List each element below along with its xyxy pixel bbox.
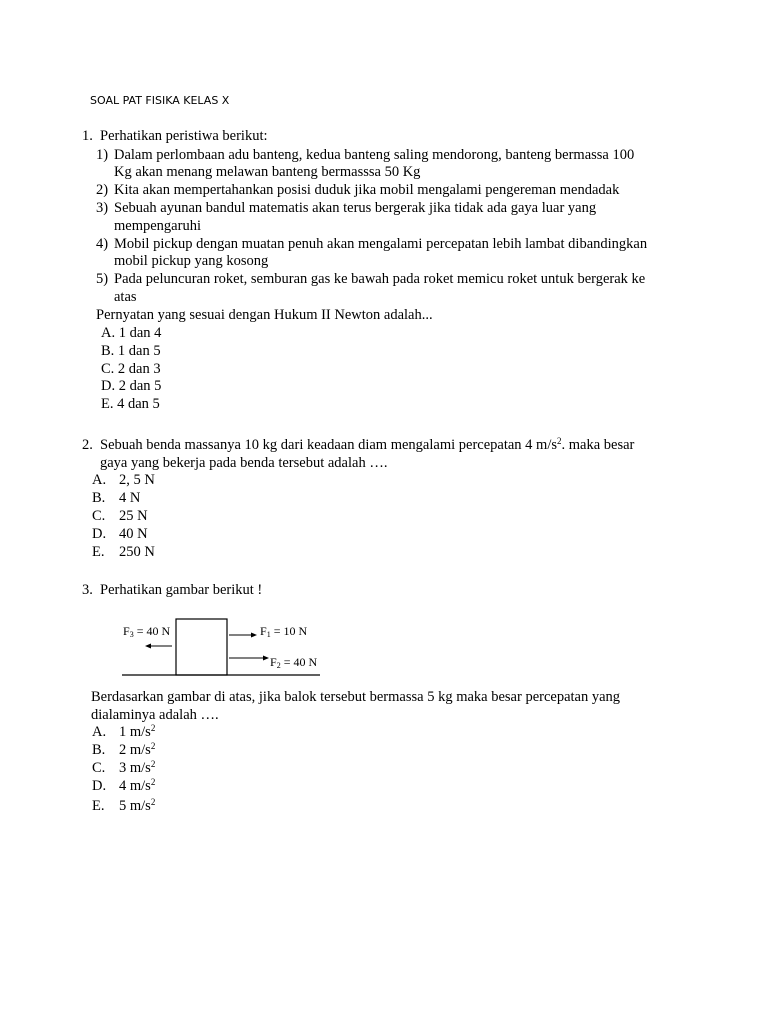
option-letter: C. <box>101 361 115 377</box>
q1-item-number: 2) <box>96 182 109 198</box>
q1-number: 1. <box>82 128 93 144</box>
q1-item-number: 1) <box>96 147 109 163</box>
force-diagram <box>120 615 320 679</box>
f1-symbol: F <box>260 624 267 638</box>
option-text: 250 N <box>119 544 155 560</box>
block <box>176 619 227 675</box>
f3-symbol: F <box>123 624 130 638</box>
q3-option[interactable] <box>92 777 155 795</box>
option-text: 1 dan 5 <box>117 343 161 359</box>
f3-subscript: 3 <box>129 630 134 639</box>
option-letter: A. <box>101 325 116 341</box>
option-letter: E. <box>92 798 105 814</box>
q1-option[interactable] <box>101 324 161 342</box>
q3-option[interactable] <box>92 759 155 777</box>
option-text: 2 dan 5 <box>118 378 162 394</box>
q3-text: Perhatikan gambar berikut ! <box>100 582 263 598</box>
q1-text: Perhatikan peristiwa berikut: <box>100 128 268 144</box>
q1-item-number: 3) <box>96 200 109 216</box>
option-letter: A. <box>92 472 107 488</box>
f1-value: = 10 N <box>270 624 308 638</box>
q2-text-line: gaya yang bekerja pada benda tersebut adalah …. <box>100 455 388 471</box>
q1-prompt: Pernyatan yang sesuai dengan Hukum II Newton adalah... <box>96 307 433 323</box>
f1-subscript: 1 <box>266 630 271 639</box>
q1-option[interactable] <box>101 360 161 378</box>
option-letter: D. <box>92 778 107 794</box>
option-text: 4 N <box>119 490 141 506</box>
q2-text-part: . maka besar <box>561 437 635 453</box>
option-text: 2 m/s <box>119 742 151 758</box>
f2-subscript: 2 <box>276 661 281 670</box>
unit-superscript: 2 <box>150 797 156 807</box>
q1-item-line: Mobil pickup dengan muatan penuh akan mengalami percepatan lebih lambat dibandingkan <box>114 236 648 252</box>
option-text: 4 dan 5 <box>117 396 160 412</box>
option-letter: E. <box>92 544 105 560</box>
q2-option[interactable] <box>92 525 148 543</box>
option-letter: E. <box>101 396 114 412</box>
option-letter: B. <box>101 343 115 359</box>
q2-option[interactable] <box>92 489 140 507</box>
q2-option[interactable] <box>92 543 155 561</box>
unit-superscript: 2 <box>150 723 156 733</box>
q1-option[interactable] <box>101 342 161 360</box>
option-text: 5 m/s <box>119 798 151 814</box>
q3-option[interactable] <box>92 797 155 815</box>
q3-option[interactable] <box>92 723 155 741</box>
option-letter: D. <box>92 526 107 542</box>
q1-item-line: Dalam perlombaan adu banteng, kedua banteng saling mendorong, banteng bermassa 100 <box>114 147 635 163</box>
q1-item-number: 5) <box>96 271 109 287</box>
option-letter: C. <box>92 760 106 776</box>
f2-symbol: F <box>270 655 277 669</box>
q3-number: 3. <box>82 582 93 598</box>
q2-text-line <box>100 436 634 454</box>
q2-option[interactable] <box>92 471 155 489</box>
q1-item-line: Sebuah ayunan bandul matematis akan terus bergerak jika tidak ada gaya luar yang <box>114 200 597 216</box>
f3-arrowhead <box>145 644 151 649</box>
q3-option[interactable] <box>92 741 155 759</box>
option-letter: D. <box>101 378 116 394</box>
option-text: 40 N <box>119 526 148 542</box>
q1-item-line: Kg akan menang melawan banteng bermasssa 50 Kg <box>114 164 421 180</box>
option-text: 2 dan 3 <box>117 361 161 377</box>
f3-value: = 40 N <box>133 624 171 638</box>
f2-label <box>270 655 317 670</box>
q2-option[interactable] <box>92 507 148 525</box>
f1-arrowhead <box>251 633 257 638</box>
option-text: 2, 5 N <box>119 472 155 488</box>
q2-number: 2. <box>82 437 93 453</box>
f1-label <box>260 624 307 639</box>
page-title: SOAL PAT FISIKA KELAS X <box>90 94 230 107</box>
q1-item-line: mobil pickup yang kosong <box>114 253 269 269</box>
f3-label <box>123 624 170 639</box>
q1-item-line: Pada peluncuran roket, semburan gas ke bawah pada roket memicu roket untuk bergerak ke <box>114 271 646 287</box>
option-letter: C. <box>92 508 106 524</box>
option-text: 1 dan 4 <box>118 325 162 341</box>
option-text: 25 N <box>119 508 148 524</box>
unit-superscript: 2 <box>150 741 156 751</box>
option-text: 1 m/s <box>119 724 151 740</box>
q1-item-line: Kita akan mempertahankan posisi duduk jika mobil mengalami pengereman mendadak <box>114 182 620 198</box>
q1-item-number: 4) <box>96 236 109 252</box>
option-letter: A. <box>92 724 107 740</box>
option-text: 3 m/s <box>119 760 151 776</box>
option-letter: B. <box>92 490 106 506</box>
q2-superscript: 2 <box>557 436 562 446</box>
option-text: 4 m/s <box>119 778 151 794</box>
q3-text-line: dialaminya adalah …. <box>91 707 219 723</box>
q3-text-line: Berdasarkan gambar di atas, jika balok tersebut bermassa 5 kg maka besar percepatan yang <box>91 689 621 705</box>
q1-item-line: atas <box>114 289 137 305</box>
q1-item-line: mempengaruhi <box>114 218 201 234</box>
unit-superscript: 2 <box>150 759 156 769</box>
q1-option[interactable] <box>101 395 160 413</box>
q1-option[interactable] <box>101 377 161 395</box>
option-letter: B. <box>92 742 106 758</box>
f2-value: = 40 N <box>280 655 318 669</box>
unit-superscript: 2 <box>150 777 156 787</box>
q2-text-part: Sebuah benda massanya 10 kg dari keadaan diam mengalami percepatan 4 m/s <box>100 437 557 453</box>
f2-arrowhead <box>263 656 269 661</box>
